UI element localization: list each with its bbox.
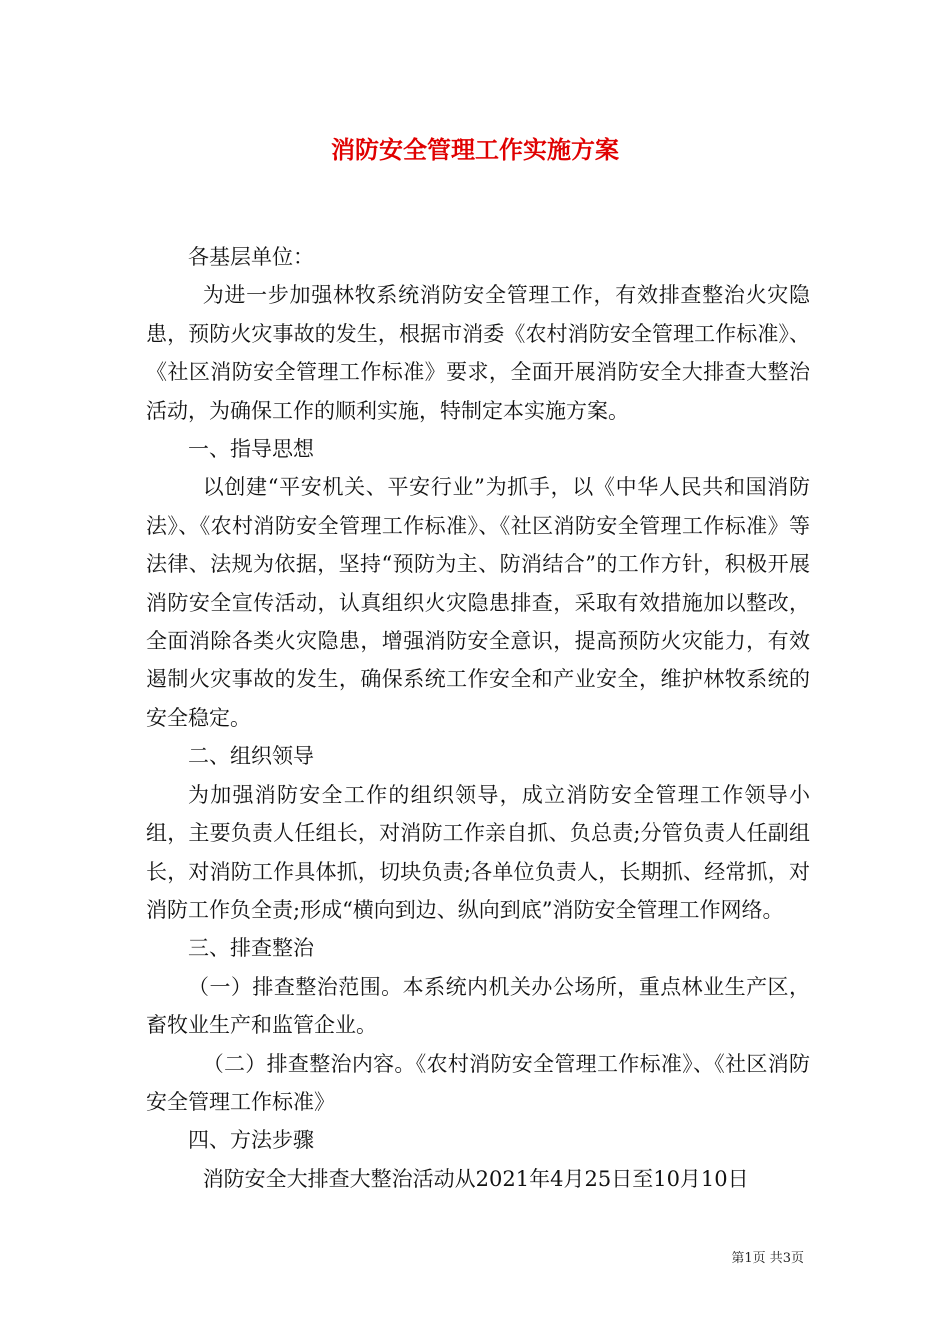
document-body (146, 238, 810, 1198)
paragraph-methods: 消防安全大排查大整治活动从2021年4月25日至10月10日 (202, 1166, 749, 1191)
salutation: 各基层单位： (188, 245, 314, 269)
paragraph-intro: 为进一步加强林牧系统消防安全管理工作，有效排查整治火灾隐患，预防火灾事故的发生，根据市消委《农村消防安全管理工作标准》、《社区消防安全管理工作标准》要求，全面开展消防安全大排查大整治活动，为确保工作的顺利实施，特制定本实施方案。 (146, 283, 810, 423)
paragraph-guiding-ideology: 以创建“平安机关、平安行业”为抓手，以《中华人民共和国消防法》、《农村消防安全管理工作标准》、《社区消防安全管理工作标准》等法律、法规为依据，坚持“预防为主、防消结合”的工作方针，积极开展消防安全宣传活动，认真组织火灾隐患排查，采取有效措施加以整改，全面消除各类火灾隐患，增强消防安全意识，提高预防火灾能力，有效遏制火灾事故的发生，确保系统工作安全和产业安全，维护林牧系统的安全稳定。 (146, 475, 810, 730)
section-heading-methods: 四、方法步骤 (188, 1128, 314, 1153)
document-title: 消防安全管理工作实施方案 (331, 135, 619, 164)
paragraph-inspection-scope: （一）排查整治范围。本系统内机关办公场所，重点林业生产区，畜牧业生产和监管企业。 (146, 974, 810, 1038)
page-number: 第1页 共3页 (731, 1251, 804, 1266)
paragraph-inspection-content: （二）排查整治内容。《农村消防安全管理工作标准》、《社区消防安全管理工作标准》 (146, 1051, 810, 1114)
section-heading-organization: 二、组织领导 (188, 744, 314, 769)
section-heading-inspection: 三、排查整治 (188, 936, 314, 961)
paragraph-organization: 为加强消防安全工作的组织领导，成立消防安全管理工作领导小组，主要负责人任组长，对消防工作亲自抓、负总责;分管负责人任副组长，对消防工作具体抓，切块负责;各单位负责人，长期抓、经常抓，对消防工作负全责;形成“横向到边、纵向到底”消防安全管理工作网络。 (146, 782, 810, 922)
section-heading-guiding-ideology: 一、指导思想 (188, 437, 314, 462)
